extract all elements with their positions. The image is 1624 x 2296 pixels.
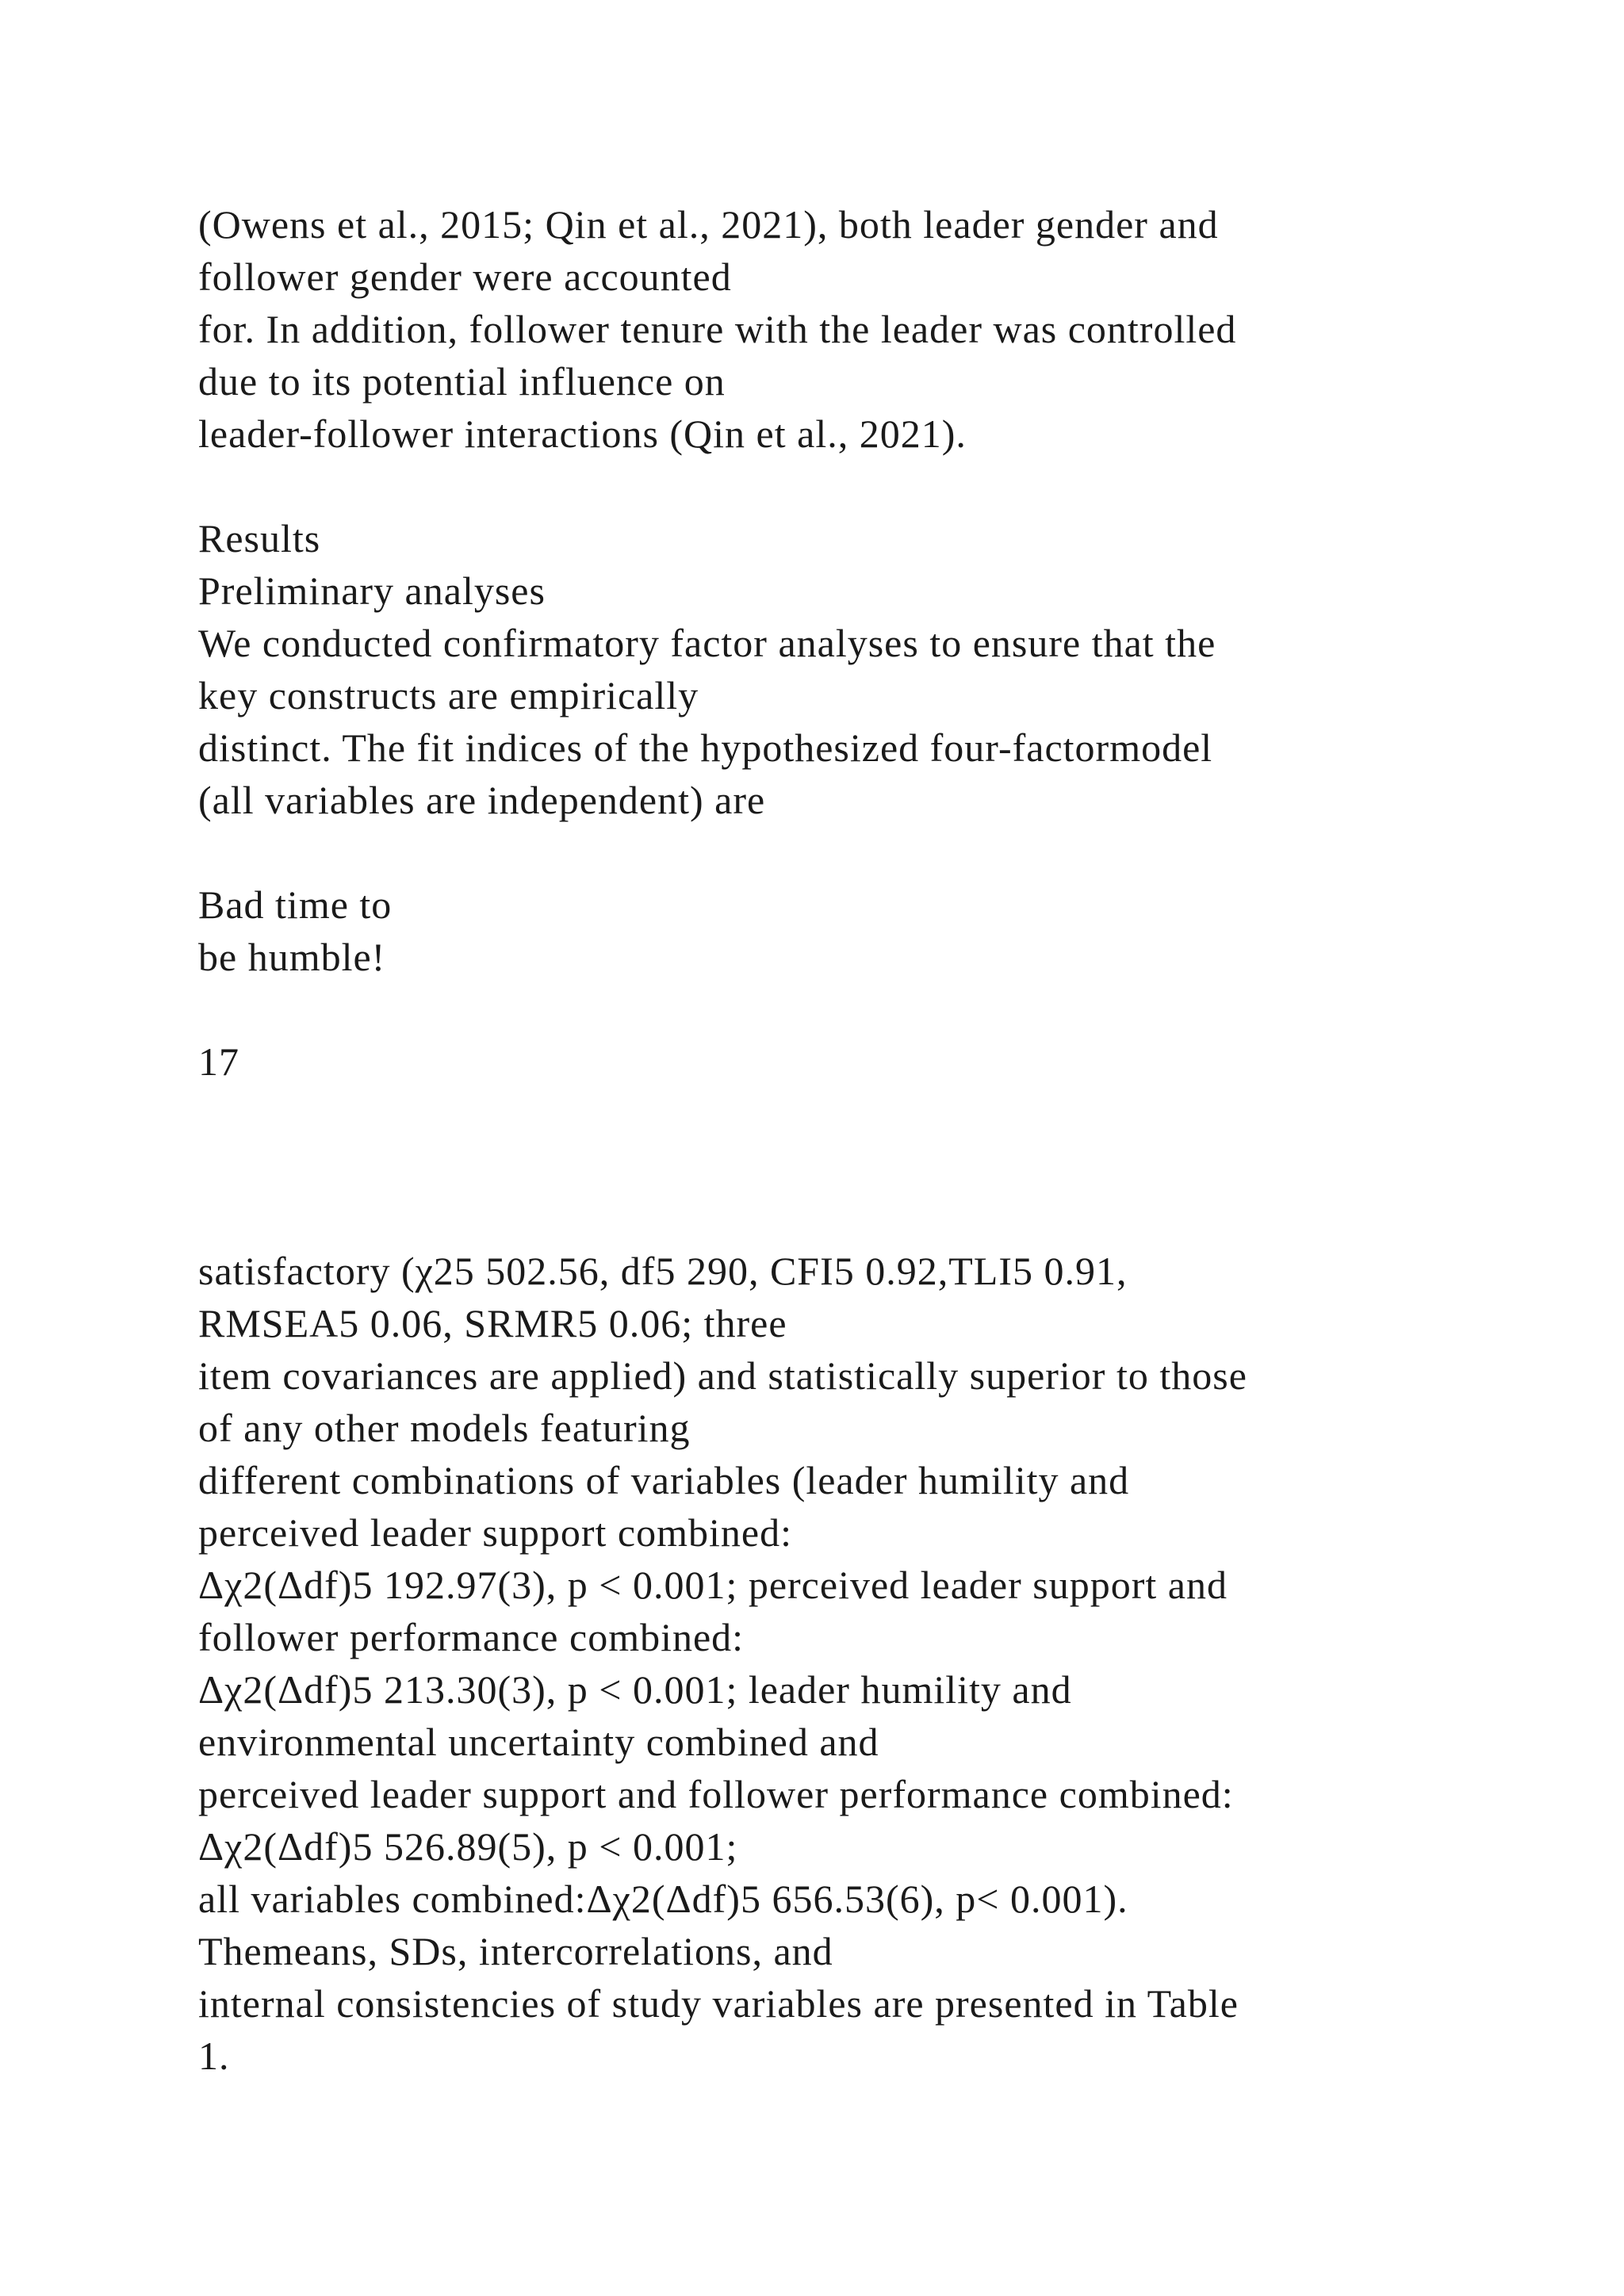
text-line: (Owens et al., 2015; Qin et al., 2021), both leader gender and — [198, 202, 1219, 247]
text-line: (all variables are independent) are — [198, 778, 766, 822]
text-line: for. In addition, follower tenure with the leader was controlled — [198, 307, 1237, 351]
text-line: follower gender were accounted — [198, 254, 732, 299]
subsection-heading: Preliminary analyses — [198, 568, 546, 613]
text-line: of any other models featuring — [198, 1406, 691, 1450]
text-line: Δχ2(Δdf)5 526.89(5), p < 0.001; — [198, 1824, 738, 1869]
text-line: different combinations of variables (leader humility and — [198, 1458, 1130, 1502]
text-line: leader-follower interactions (Qin et al., 2021). — [198, 411, 967, 456]
page-number: 17 — [198, 1039, 239, 1084]
text-line: 1. — [198, 2034, 230, 2078]
running-header: Bad time to — [198, 882, 393, 927]
text-line: Themeans, SDs, intercorrelations, and — [198, 1929, 833, 1973]
running-header: be humble! — [198, 935, 386, 979]
text-line: distinct. The fit indices of the hypothesized four-factormodel — [198, 725, 1213, 770]
text-line: We conducted confirmatory factor analyses to ensure that the — [198, 621, 1216, 665]
text-line: due to its potential influence on — [198, 359, 726, 404]
text-line: follower performance combined: — [198, 1615, 745, 1659]
text-line: all variables combined:Δχ2(Δdf)5 656.53(6), p< 0.001). — [198, 1877, 1128, 1921]
text-line: Δχ2(Δdf)5 192.97(3), p < 0.001; perceived leader support and — [198, 1563, 1228, 1607]
text-line: Δχ2(Δdf)5 213.30(3), p < 0.001; leader humility and — [198, 1667, 1072, 1712]
text-line: environmental uncertainty combined and — [198, 1720, 879, 1764]
text-line: key constructs are empirically — [198, 673, 699, 718]
text-line: perceived leader support and follower performance combined: — [198, 1772, 1234, 1816]
text-line: RMSEA5 0.06, SRMR5 0.06; three — [198, 1301, 787, 1345]
section-heading: Results — [198, 516, 321, 561]
text-line: perceived leader support combined: — [198, 1510, 792, 1555]
text-line: item covariances are applied) and statistically superior to those — [198, 1353, 1247, 1398]
text-line: internal consistencies of study variables are presented in Table — [198, 1981, 1239, 2026]
text-line: satisfactory (χ25 502.56, df5 290, CFI5 0.92,TLI5 0.91, — [198, 1249, 1128, 1293]
